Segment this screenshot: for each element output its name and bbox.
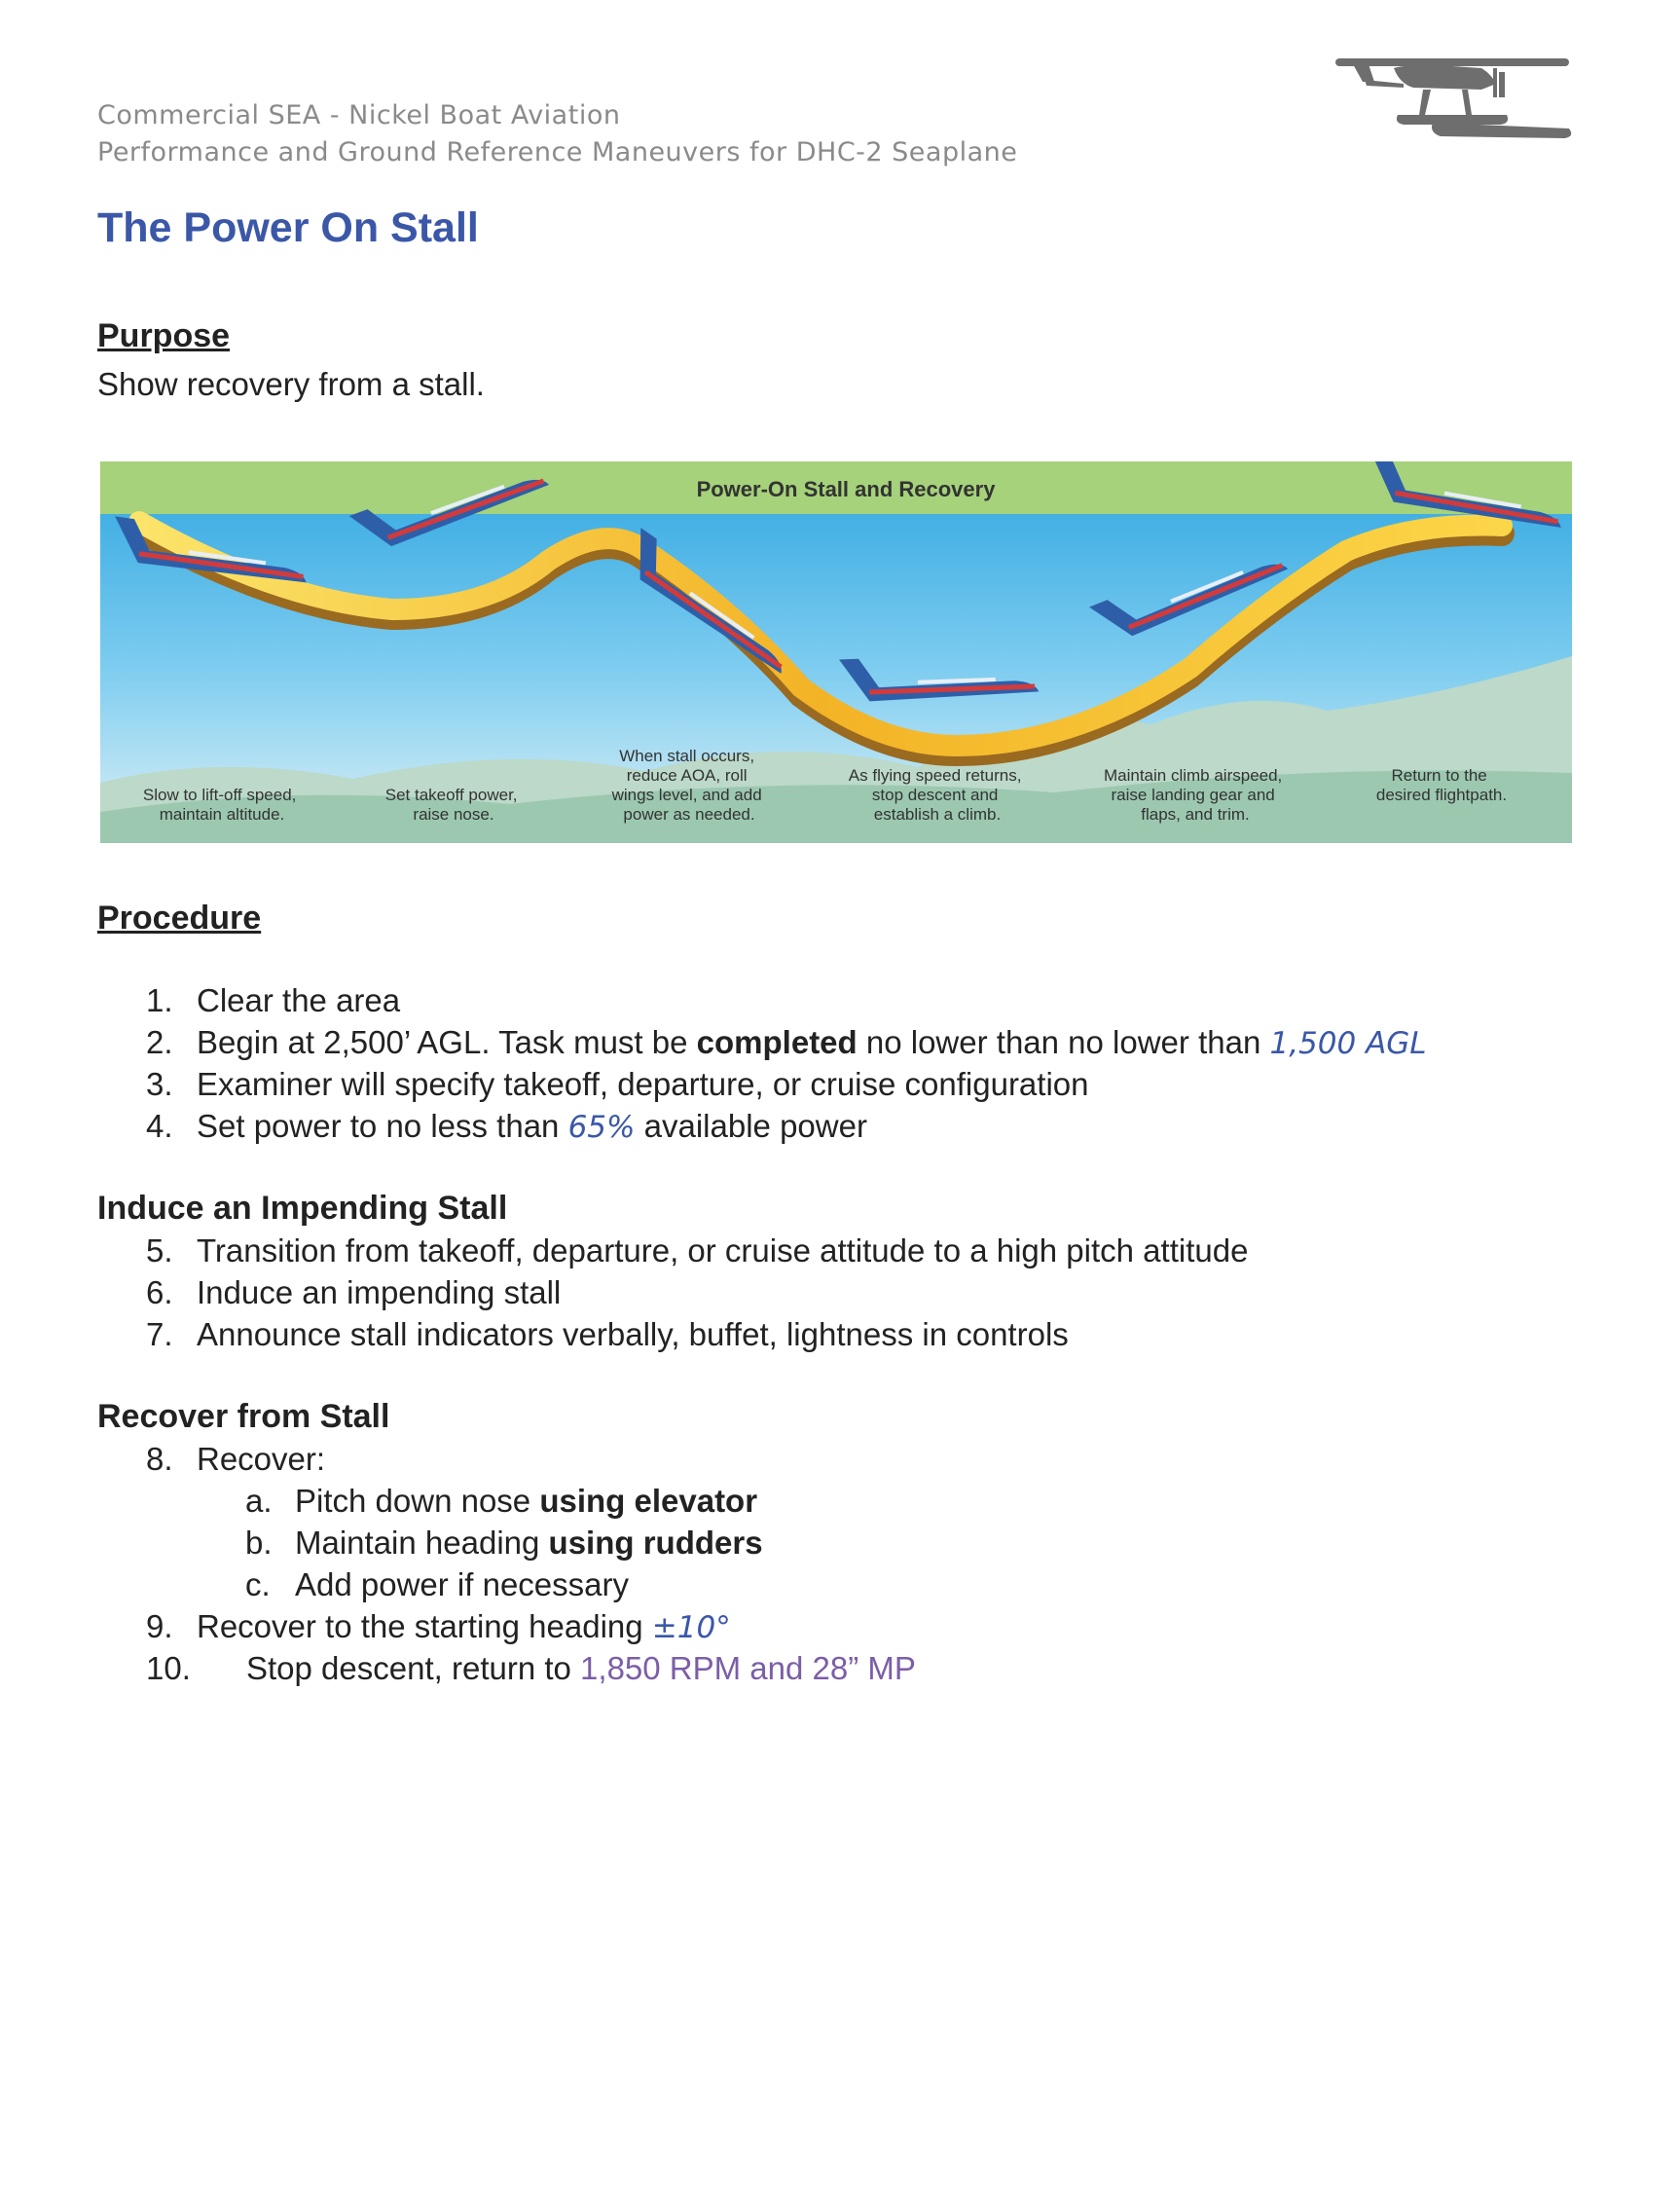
seaplane-silhouette-icon (1335, 55, 1577, 142)
recover-heading: Recover from Stall (97, 1398, 390, 1435)
caption-3: When stall occurs, reduce AOA, roll wings level, and add power as needed. (611, 747, 762, 824)
purpose-text: Show recovery from a stall. (97, 366, 485, 402)
caption-6: Return to the desired flightpath. (1375, 766, 1508, 804)
purpose-heading: Purpose (97, 317, 231, 354)
header-subtitle: Performance and Ground Reference Maneuvers for DHC-2 Seaplane (97, 137, 1018, 167)
caption-2: Set takeoff power, raise nose. (384, 786, 518, 824)
caption-1: Slow to lift-off speed, maintain altitude. (142, 786, 297, 824)
power-on-stall-diagram (100, 461, 1572, 843)
caption-4: As flying speed returns, stop descent and establish a climb. (848, 766, 1022, 824)
induce-heading: Induce an Impending Stall (97, 1190, 508, 1227)
header-organization: Commercial SEA - Nickel Boat Aviation (97, 100, 621, 130)
page-title: The Power On Stall (97, 204, 479, 251)
document-header (97, 97, 1017, 171)
figure-title: Power-On Stall and Recovery (696, 477, 996, 501)
procedure-heading: Procedure (97, 900, 262, 937)
caption-5: Maintain climb airspeed, raise landing gear and flaps, and trim. (1103, 766, 1283, 824)
